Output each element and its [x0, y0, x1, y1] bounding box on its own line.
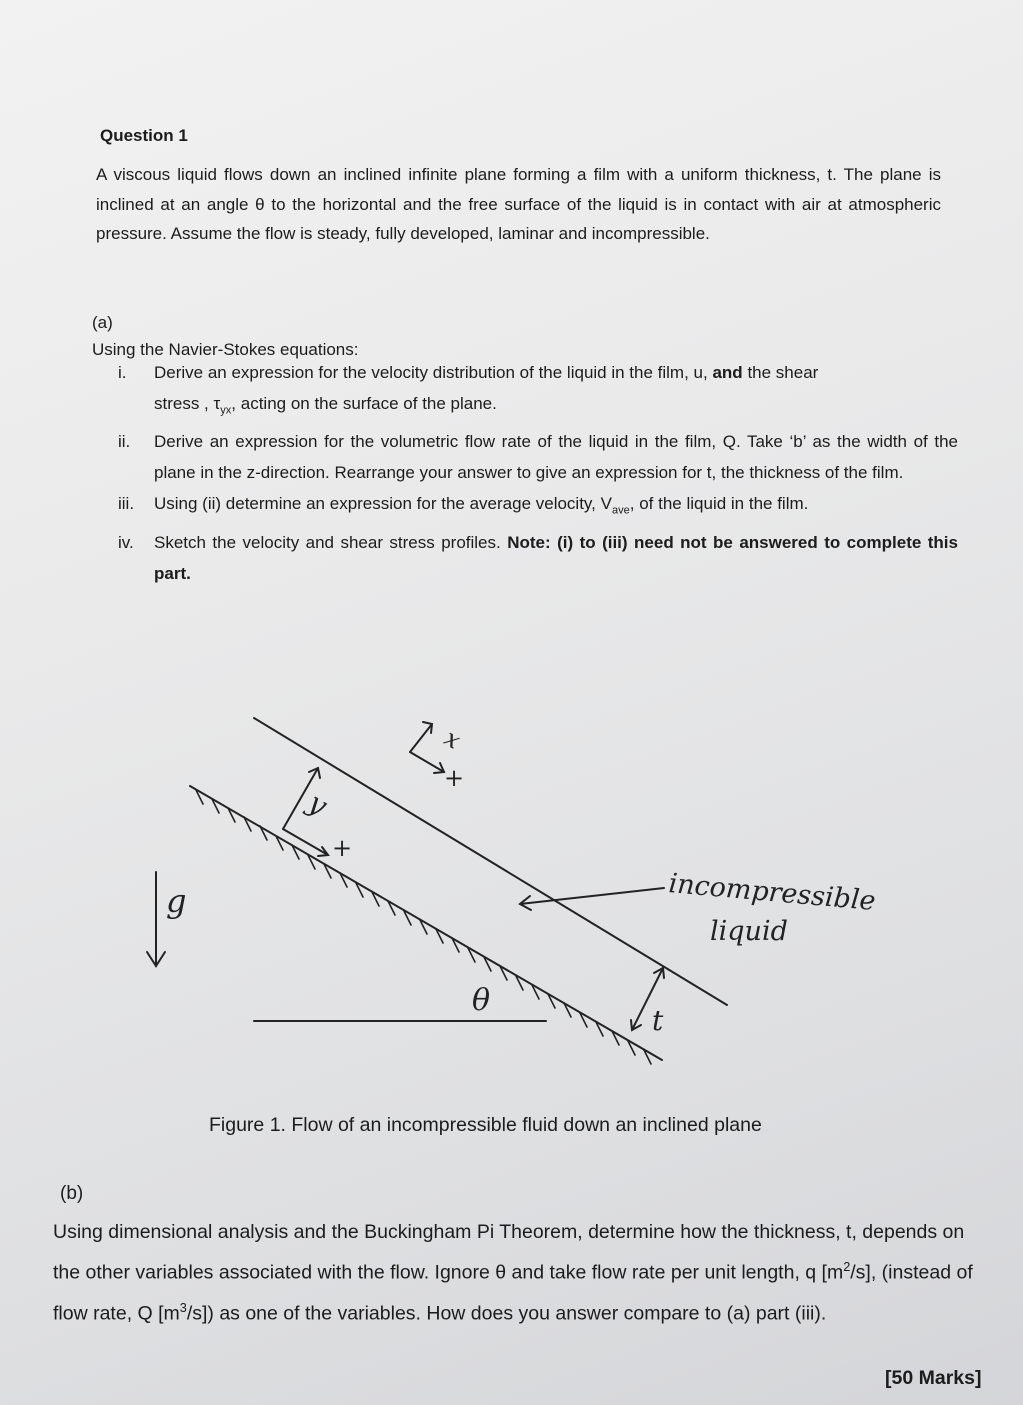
item-note: Note: (i) to (iii) need not be answered to complete this part. [154, 532, 958, 583]
superscript: 2 [843, 1260, 851, 1274]
plane-hatching [196, 790, 651, 1064]
part-a-label: (a) [92, 313, 113, 332]
item-number: iii. [118, 494, 135, 514]
tau-symbol: τ [213, 394, 221, 413]
part-a-lead: Using the Navier-Stokes equations: [92, 340, 359, 359]
theta-label: θ [472, 983, 491, 1018]
part-b-text-part: /s]) as one of the variables. How does you answer compare to (a) part (iii). [186, 1302, 827, 1324]
x-axis-arrow [283, 829, 328, 855]
part-b-text-part: /s], (instead of flow rate, Q [m [53, 1261, 973, 1324]
part-b-text-part: Using dimensional analysis and the Buckingham Pi Theorem, determine how the thickness, t, depends on the other variables associated with the flow. Ignore θ and take flow rate per unit length, q [m [53, 1221, 965, 1284]
item-number: iv. [118, 532, 134, 552]
liquid-label-line1: incompressible [667, 868, 877, 918]
t-label: t [652, 1004, 664, 1037]
item-number: ii. [118, 432, 131, 452]
list-item [118, 426, 958, 488]
inclined-plane-figure [0, 690, 1023, 1090]
item-text-part: Derive an expression for the velocity distribution of the liquid in the film, u, [154, 363, 708, 382]
item-text [154, 527, 958, 589]
vave-subscript: ave [611, 504, 630, 517]
item-text-bold: and [712, 363, 743, 382]
item-text-part: Using (ii) determine an expression for the average velocity, V [154, 494, 612, 514]
liquid-pointer-line [520, 888, 664, 904]
item-number: i. [118, 363, 127, 382]
y-label: y [302, 785, 333, 823]
free-surface-line [254, 718, 727, 1005]
item-text-part: Sketch the velocity and shear stress profiles. [154, 532, 501, 552]
liquid-label-line2: liquid [710, 916, 788, 947]
triad-y-arrowhead [423, 722, 432, 733]
tau-subscript: yx [220, 404, 232, 417]
figure-caption: Figure 1. Flow of an incompressible fluid down an inclined plane [209, 1114, 762, 1136]
item-text-part: the shear [747, 363, 819, 382]
item-text [154, 488, 958, 526]
g-label: g [166, 882, 187, 920]
list-item [118, 527, 958, 589]
item-text [154, 357, 958, 426]
list-item [118, 488, 958, 526]
part-a-items [118, 357, 958, 589]
marks-label: [50 Marks] [885, 1367, 982, 1389]
item-text: Derive an expression for the volumetric flow rate of the liquid in the film, Q. Take ‘b’ as the width of the plane in the z-direction. Rearrange your answer to give an expression for t, the thickness of the film. [154, 432, 958, 483]
list-item [118, 357, 958, 426]
item-text-part: , of the liquid in the film. [629, 494, 809, 514]
part-b-text [53, 1215, 983, 1331]
question-intro: A viscous liquid flows down an inclined infinite plane forming a film with a uniform thickness, t. The plane is inclined at an angle θ to the horizontal and the free surface of the liquid is in contact with air at atmospheric pressure. Assume the flow is steady, fully developed, laminar and incompressible. [96, 165, 941, 243]
plane-plus-label: + [332, 834, 353, 862]
question-title: Question 1 [100, 126, 188, 145]
item-text-part: stress , [154, 394, 209, 413]
triad-x-arrow [410, 752, 444, 772]
superscript: 3 [179, 1300, 187, 1315]
item-text-part: , acting on the surface of the plane. [231, 394, 497, 413]
part-b-label: (b) [60, 1183, 84, 1204]
triad-plus-label: + [444, 764, 465, 792]
triad-y-arrow [410, 724, 432, 752]
triad-x-label: x [439, 723, 466, 755]
